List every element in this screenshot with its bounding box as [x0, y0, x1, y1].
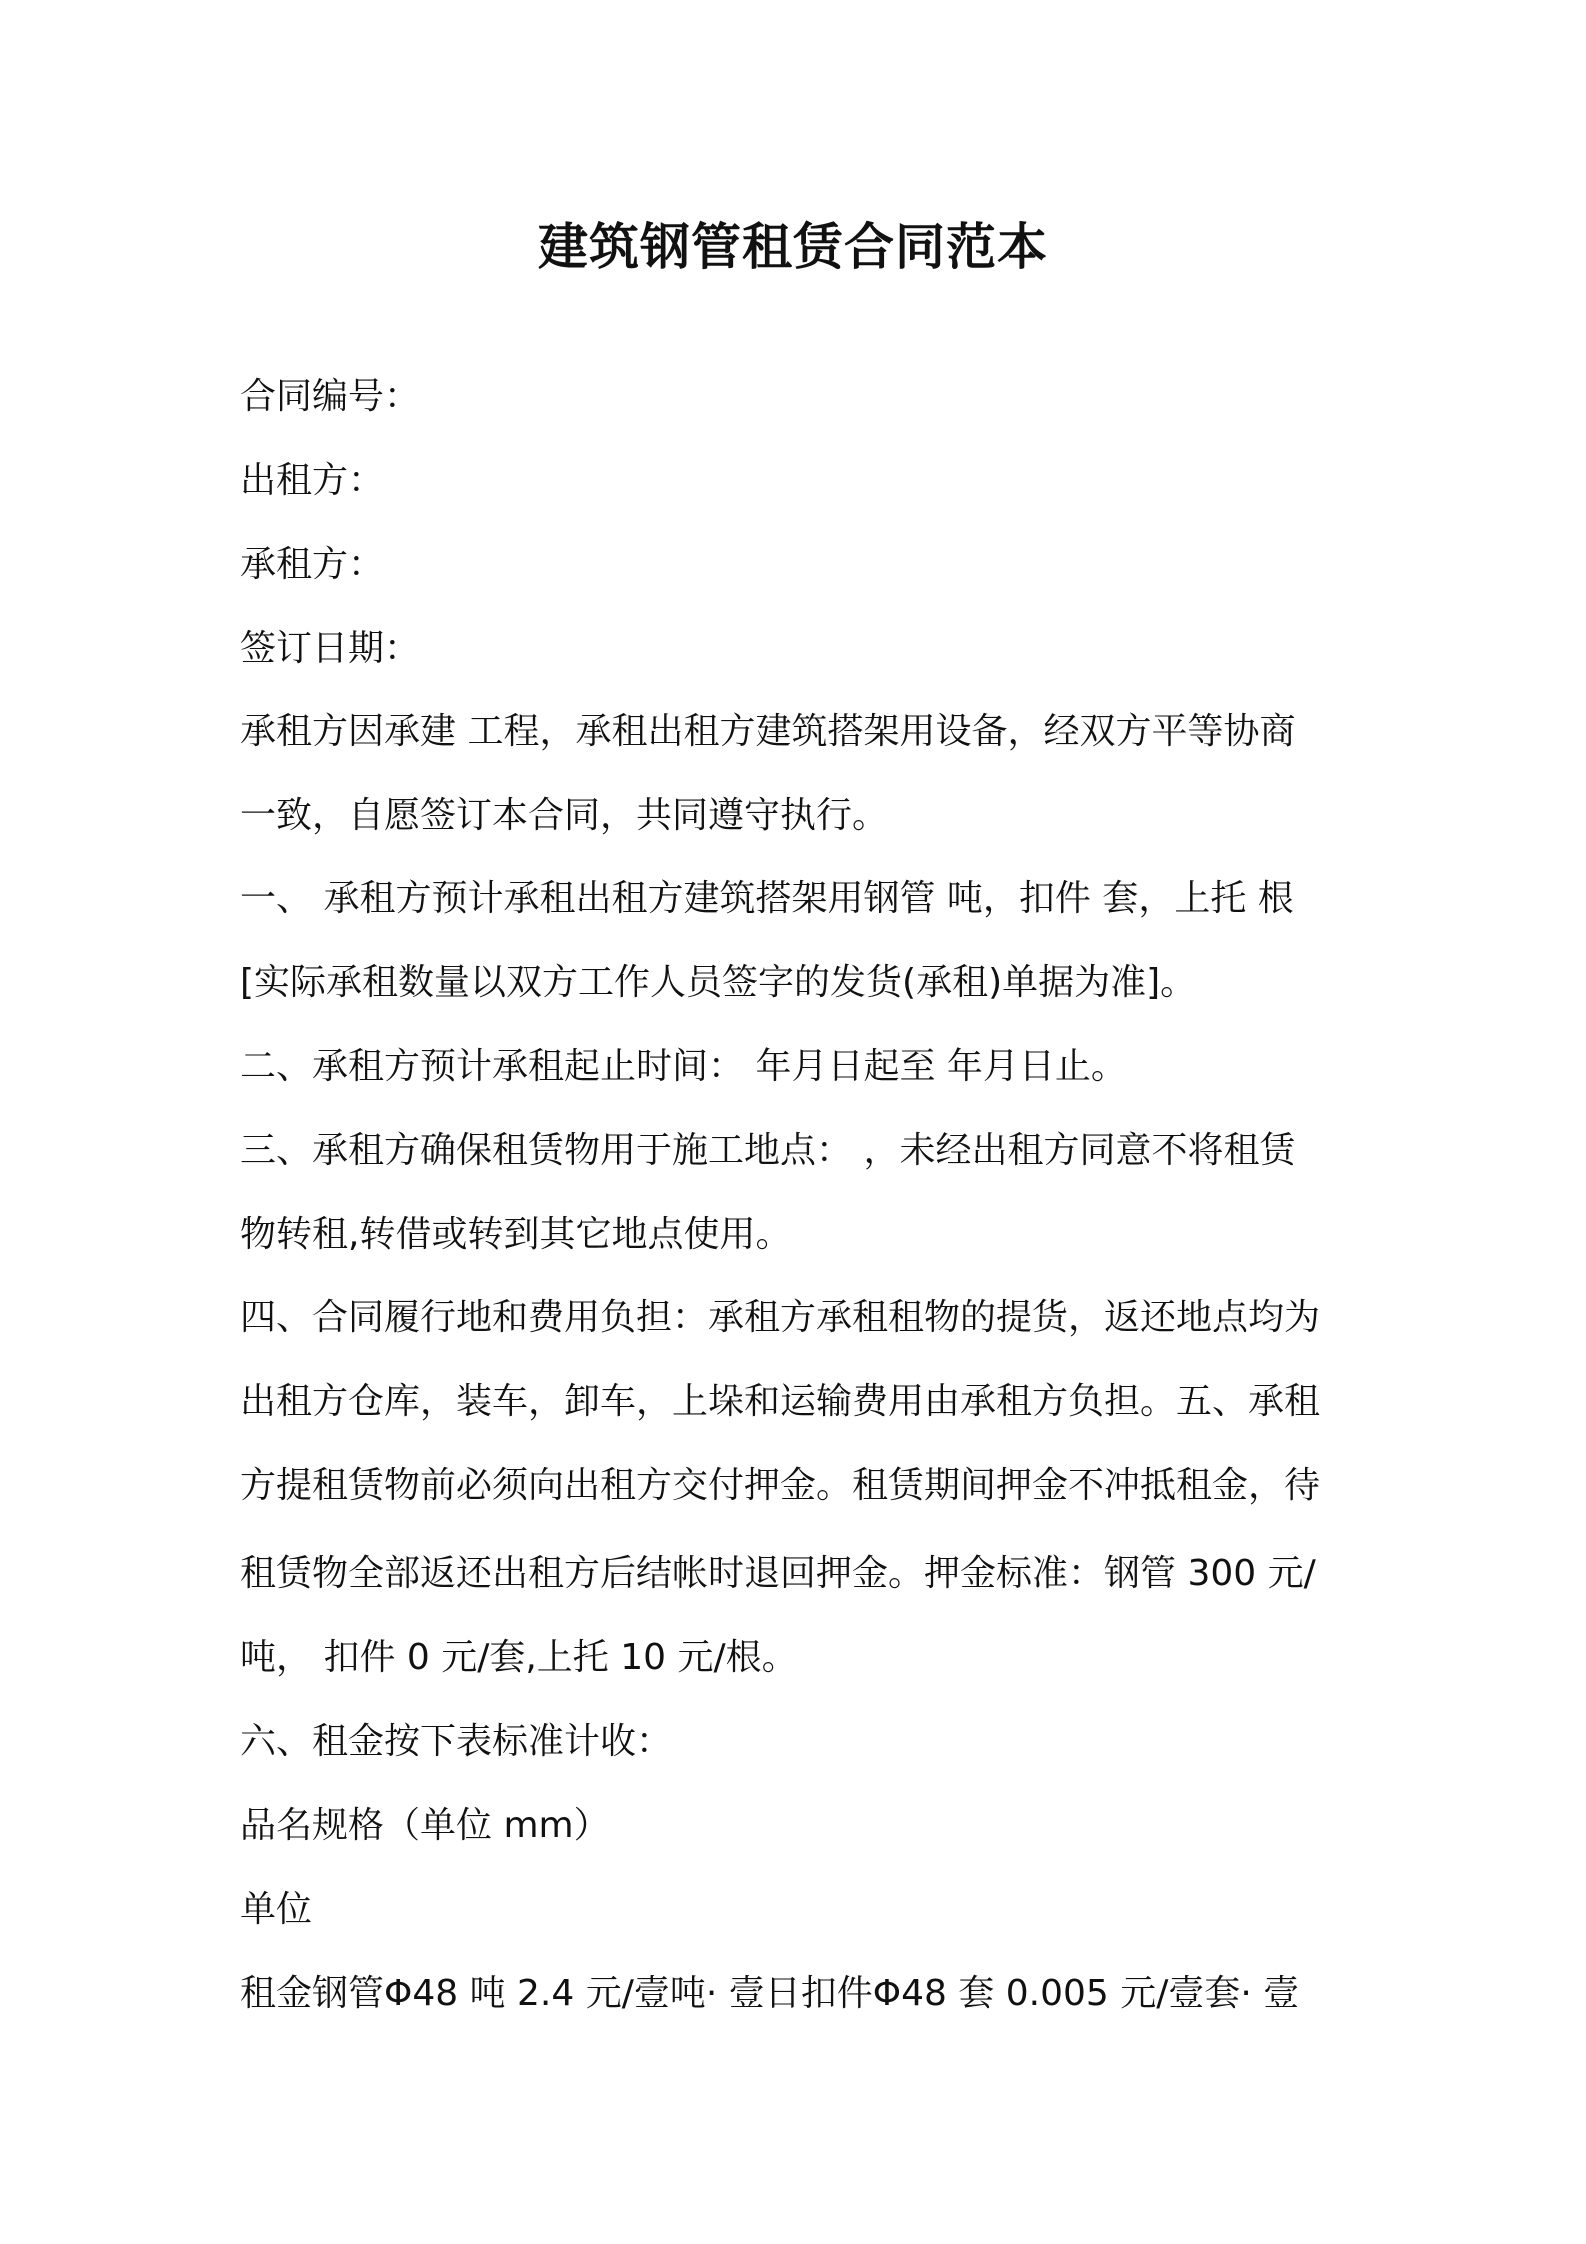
clause-3-line-2: 物转租,转借或转到其它地点使用。 — [240, 1214, 792, 1255]
document-title: 建筑钢管租赁合同范本 — [538, 218, 1048, 276]
lessor-line: 出租方： — [240, 460, 385, 501]
clause-1-line-1: 一、 承租方预计承租出租方建筑搭架用钢管 吨，扣件 套，上托 根 — [240, 878, 1294, 919]
table-header-unit: 单位 — [240, 1889, 313, 1930]
clause-6-line: 六、租金按下表标准计收： — [240, 1721, 673, 1762]
table-header-spec: 品名规格（单位 mm） — [240, 1805, 610, 1846]
clause-3-line-1: 三、承租方确保租赁物用于施工地点： ，未经出租方同意不将租赁 — [240, 1130, 1296, 1171]
clause-1-line-2: [实际承租数量以双方工作人员签字的发货(承租)单据为准]。 — [240, 962, 1197, 1003]
clause-4-line-2: 出租方仓库，装车，卸车，上垛和运输费用由承租方负担。五、承租 — [240, 1381, 1321, 1422]
contract-number-line: 合同编号： — [240, 376, 421, 417]
clause-5-line-2: 租赁物全部返还出租方后结帐时退回押金。押金标准：钢管 300 元/ — [240, 1553, 1316, 1594]
clause-4-line-1: 四、合同履行地和费用负担：承租方承租租物的提货，返还地点均为 — [240, 1297, 1321, 1338]
signing-date-line: 签订日期： — [240, 628, 421, 669]
preamble-line-2: 一致，自愿签订本合同，共同遵守执行。 — [240, 795, 889, 836]
clause-5-line-3: 吨， 扣件 0 元/套,上托 10 元/根。 — [240, 1637, 798, 1678]
preamble-line-1: 承租方因承建 工程，承租出租方建筑搭架用设备，经双方平等协商 — [240, 711, 1296, 752]
lessee-line: 承租方： — [240, 544, 385, 585]
clause-5-line-1: 方提租赁物前必须向出租方交付押金。租赁期间押金不冲抵租金，待 — [240, 1465, 1321, 1506]
clause-2-line: 二、承租方预计承租起止时间： 年月日起至 年月日止。 — [240, 1046, 1127, 1087]
table-row-rent: 租金钢管Φ48 吨 2.4 元/壹吨· 壹日扣件Φ48 套 0.005 元/壹套· 壹 — [240, 1973, 1300, 2014]
